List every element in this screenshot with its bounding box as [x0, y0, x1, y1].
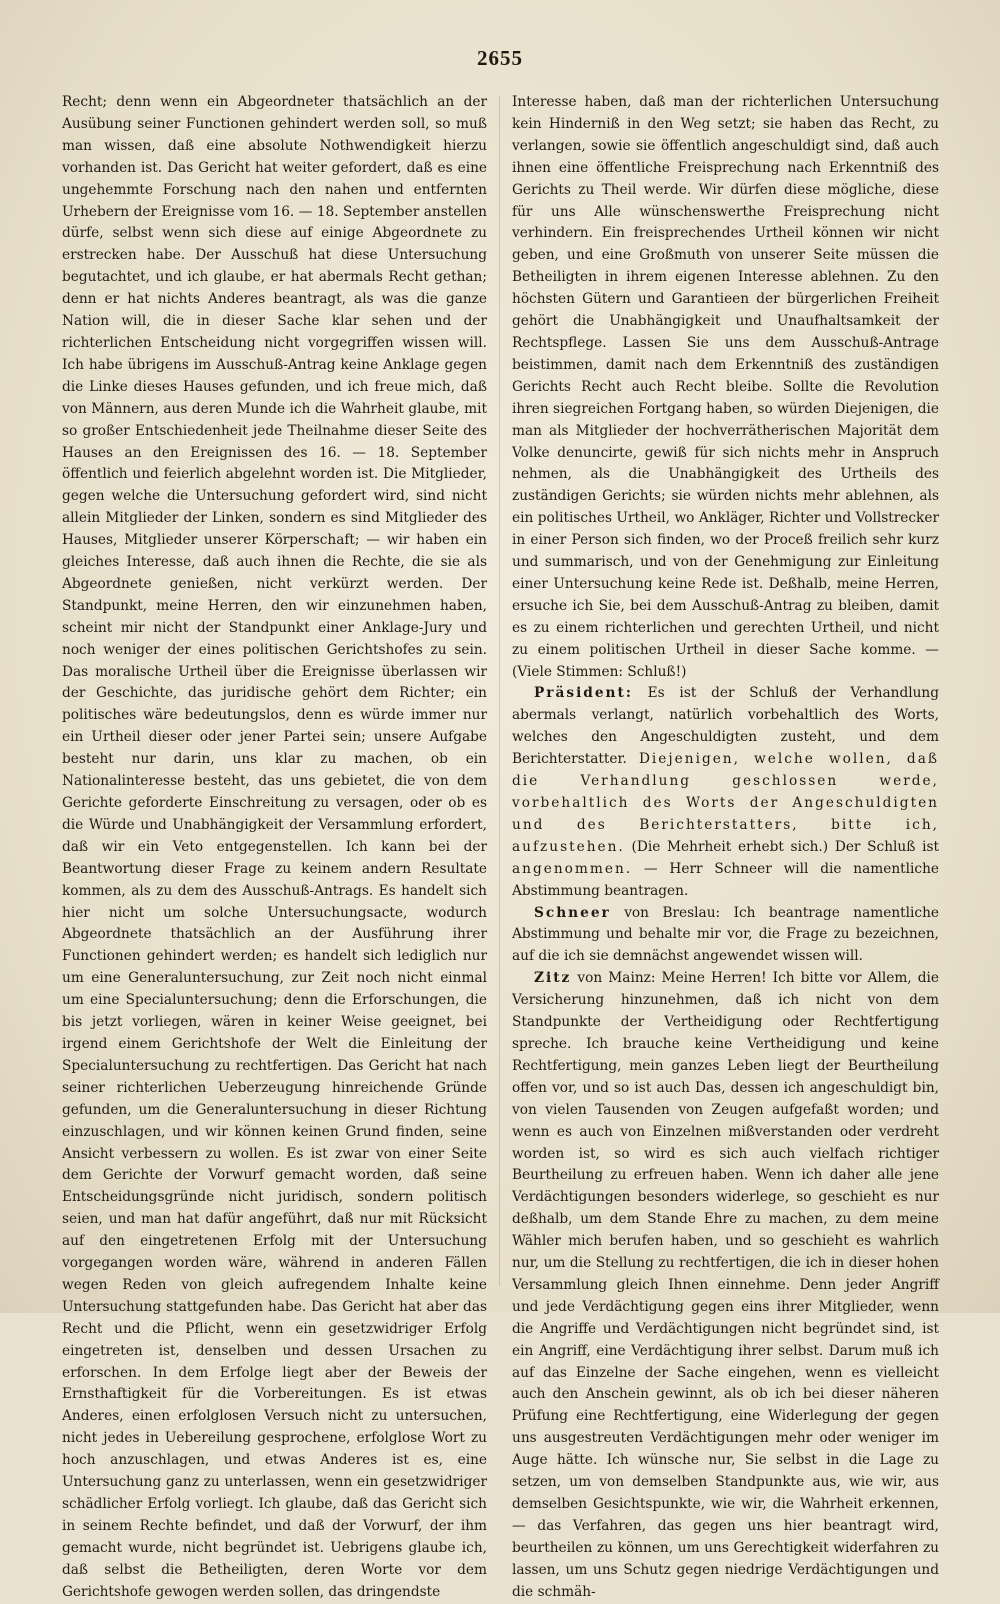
president-text-spaced2: angenommen. [512, 860, 633, 877]
page-number: 2655 [477, 46, 523, 70]
president-text-spaced: Diejenigen, welche wollen, daß die Verhandlung geschlossen werde, vorbehaltlich des Worts der Angeschuldigten und des Berichterstatters, bitte ich, aufzustehen. [512, 751, 939, 855]
zitz-text: von Mainz: Meine Herren! Ich bitte vor Allem, die Versicherung hinzunehmen, daß ich nicht von dem Standpunkte der Vertheidigung oder Rechtfertigung spreche. Ich brauche keine Vertheidigung und keine Rechtfertigung, mein ganzes Leben liegt der Beurtheilung offen vor, und so ist auch Das, dessen ich angeschuldigt bin, von vielen Tausenden von Zeugen aufgefaßt worden; und wenn es auch von Einzelnen mißverstanden oder verdreht worden ist, so wird es sich auch vielfach richtiger Beurtheilung zu erfreuen haben. Wenn ich daher alle jene Verdächtigungen besonders widerlege, so geschieht es nur deßhalb, um dem Stande Ehre zu machen, zu dem meine Wähler mich berufen haben, und so geschieht es wahrlich nur, um die Stellung zu rechtfertigen, die ich in dieser hohen Versammlung gleich Ihnen einnehme. Denn jeder Angriff und jede Verdächtigung gegen eins ihrer Mitglieder, wenn die Angriffe und Verdächtigungen nicht begründet sind, ist ein Angriff, eine Verdächtigung ihrer selbst. Darum muß ich auf das Einzelne der Sache eingehen, wenn es vielleicht auch den Anschein gewinnt, als ob ich bei dieser näheren Prüfung eine Rechtfertigung, eine Widerlegung der gegen uns ausgestreuten Verdächtigungen mehr oder weniger im Auge hätte. Ich wünsche nur, Sie selbst in die Lage zu setzen, um von demselben Standpunkte aus, wie wir, aus demselben Gesichtspunkte, wie wir, die Wahrheit erkennen, — das Verfahren, das gegen uns hier beantragt wird, beurtheilen zu können, um uns Gerechtigkeit widerfahren zu lassen, um uns Schutz gegen niedrige Verdächtigungen und die schmäh- [512, 970, 939, 1600]
right-paragraph-continuation: Interesse haben, daß man der richterlichen Untersuchung kein Hinderniß in den Weg setzt; sie haben das Recht, zu verlangen, sowie sie öffentlich angeschuldigt sind, daß auch ihnen eine öffentliche Freisprechung nach Erkenntniß des Gerichts zu Theil werde. Wir dürfen diese mögliche, diese für uns Alle wünschenswerthe Freisprechung nicht verhindern. Ein freisprechendes Urtheil können wir nicht geben, und eine Großmuth von unserer Seite müssen die Betheiligten in ihrem eigenen Interesse ablehnen. Zu den höchsten Gütern und Garantieen der bürgerlichen Freiheit gehört die Unabhängigkeit und Unaufhaltsamkeit der Rechtspflege. Lassen Sie uns dem Ausschuß-Antrage beistimmen, damit nach dem Erkenntniß des zuständigen Gerichts Recht auch Recht bleibe. Sollte die Revolution ihren siegreichen Fortgang haben, so würden Diejenigen, die man als Mitglieder der hochverrätherischen Majorität dem Volke denuncirte, gewiß für sich nichts mehr in Anspruch nehmen, als die Unabhängigkeit des Urtheils des zuständigen Gerichts; sie würden nichts mehr ablehnen, als ein politisches Urtheil, wo Ankläger, Richter und Vollstrecker in einer Person sich finden, wo der Proceß freilich sehr kurz und summarisch, und von der Genehmigung zur Einleitung einer Untersuchung keine Rede ist. Deßhalb, meine Herren, ersuche ich Sie, bei dem Ausschuß-Antrag zu bleiben, damit es zu einem richterlichen und gerechten Urtheil, und nicht zu einem politischen Urtheil in dieser Sache komme. — (Viele Stimmen: Schluß!) [512, 94, 939, 680]
president-text-a: Es ist der Schluß der Verhandlung abermals verlangt, natürlich vorbehaltlich des Worts, welches den Angeschuldigten zusteht, und dem Berichterstatter. [512, 685, 939, 768]
president-text-b: (Die Mehrheit erhebt sich.) Der Schluß ist [624, 838, 939, 855]
president-paragraph [512, 683, 939, 902]
speaker-president: Präsident: [534, 685, 633, 702]
left-column [62, 92, 487, 1604]
left-paragraph: Recht; denn wenn ein Abgeordneter thatsächlich an der Ausübung seiner Functionen gehindert werden soll, so muß man wissen, daß eine absolute Nothwendigkeit hierzu vorhanden ist. Das Gericht hat weiter gefordert, daß es eine ungehemmte Forschung nach den nahen und entfernten Urhebern der Ereignisse vom 16. — 18. September anstellen dürfe, selbst wenn sich diese auf einige Abgeordnete zu erstrecken habe. Der Ausschuß hat diese Untersuchung begutachtet, und ich glaube, er hat abermals Recht gethan; denn er hat nichts Anderes beantragt, als was die ganze Nation will, die in dieser Sache klar sehen und der richterlichen Entscheidung nicht vorgegriffen wissen will. Ich habe übrigens im Ausschuß-Antrag keine Anklage gegen die Linke dieses Hauses gefunden, und ich freue mich, daß von Männern, aus deren Munde ich die Wahrheit glaube, mit so großer Entschiedenheit jede Theilnahme dieser Seite des Hauses an den Ereignissen des 16. — 18. September öffentlich und feierlich abgelehnt worden ist. Die Mitglieder, gegen welche die Untersuchung gefordert wird, sind nicht allein Mitglieder der Linken, sondern es sind Mitglieder des Hauses, Mitglieder unserer Körperschaft; — wir haben ein gleiches Interesse, daß auch ihnen die Rechte, die sie als Abgeordnete genießen, nicht verkürzt werden. Der Standpunkt, meine Herren, den wir einzunehmen haben, scheint mir nicht der Standpunkt einer Anklage-Jury und noch weniger der eines politischen Gerichtshofes zu sein. Das moralische Urtheil über die Ereignisse überlassen wir der Geschichte, das juridische gehört dem Richter; ein politisches wäre bedeutungslos, denn es würde immer nur ein Urtheil dieser oder jener Partei sein; unsere Aufgabe besteht nur darin, uns klar zu machen, ob ein Nationalinteresse besteht, das uns gebietet, die von dem Gerichte geforderte Einschreitung zu versagen, oder ob es die Würde und Unabhängigkeit der Versammlung erfordert, daß wir ein Veto entgegenstellen. Ich kann bei der Beantwortung dieser Frage zu keinem andern Resultate kommen, als zu dem des Ausschuß-Antrags. Es handelt sich hier nicht um solche Untersuchungsacte, wodurch Abgeordnete thatsächlich an der Ausführung ihrer Functionen gehindert werden; es handelt sich lediglich nur um eine Generaluntersuchung, zur Zeit noch nicht einmal um eine Specialuntersuchung; denn die Erforschungen, die bis jetzt vorliegen, wären in keiner Weise geeignet, bei irgend einem Gerichtshofe der Welt die Einleitung der Specialuntersuchung zu rechtfertigen. Das Gericht hat nach seiner richterlichen Ueberzeugung hinreichende Gründe gefunden, um die Generaluntersuchung in dieser Richtung einzuschlagen, und wir können keinen Grund finden, seine Ansicht verbessern zu wollen. Es ist zwar von einer Seite dem Gerichte der Vorwurf gemacht worden, daß seine Entscheidungsgründe nicht juridisch, sondern politisch seien, und man hat dafür angeführt, daß nur mit Rücksicht auf den eingetretenen Erfolg mit der Untersuchung vorgegangen worden wäre, während in anderen Fällen wegen Reden von gleich aufregendem Inhalte keine Untersuchung stattgefunden habe. Das Gericht hat aber das Recht und die Pflicht, wenn ein gesetzwidriger Erfolg eingetreten ist, denselben und dessen Ursachen zu erforschen. In dem Erfolge liegt aber der Beweis der Ernsthaftigkeit für die Vorbereitungen. Es ist etwas Anderes, einen erfolglosen Versuch nicht zu untersuchen, nicht jedes in Uebereilung gesprochene, erfolglose Wort zu hoch anzuschlagen, und etwas Anderes ist es, eine Untersuchung ganz zu unterlassen, wenn ein gesetzwidriger schädlicher Erfolg vorliegt. Ich glaube, daß das Gericht sich in seinem Rechte befindet, und daß der Vorwurf, der ihm gemacht wurde, nicht begründet ist. Uebrigens glaube ich, daß selbst die Betheiligten, deren Worte vor dem Gerichtshofe gewogen werden sollen, das dringendste [62, 94, 487, 1600]
right-column [512, 92, 939, 1604]
speaker-zitz: Zitz [534, 970, 572, 987]
speaker-schneer: Schneer [534, 904, 611, 921]
column-divider [499, 96, 500, 1286]
zitz-paragraph [512, 968, 939, 1603]
schneer-text: von Breslau: Ich beantrage namentliche Abstimmung und behalte mir vor, die Frage zu bezeichnen, auf die ich sie demnächst angewendet wissen will. [512, 904, 939, 965]
president-text-c: — Herr Schneer will die namentliche Abstimmung beantragen. [512, 860, 939, 899]
schneer-paragraph [512, 903, 939, 969]
